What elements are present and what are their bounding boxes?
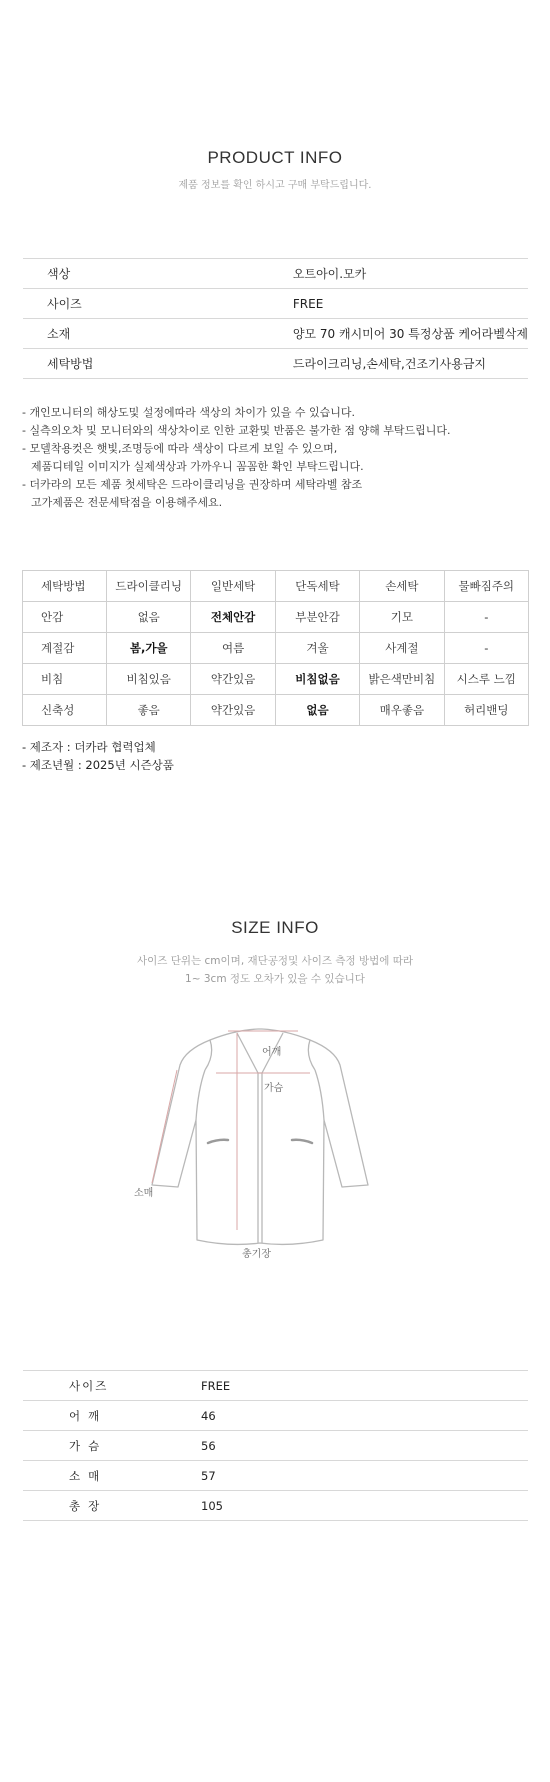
care-row-sheerness	[23, 664, 529, 695]
care-row-lining	[23, 602, 529, 633]
care-cell-selected: 봄,가을	[107, 633, 191, 664]
info-label: 세탁방법	[23, 349, 293, 379]
measure-lines	[152, 1031, 310, 1230]
info-label: 색상	[23, 259, 293, 289]
size-info-subtitle-line1: 사이즈 단위는 cm이며, 재단공정및 사이즈 측정 방법에 따라	[137, 955, 413, 967]
info-row-washing	[23, 349, 528, 379]
care-cell-selected: 없음	[275, 695, 359, 726]
size-row	[23, 1371, 528, 1401]
size-row	[23, 1491, 528, 1521]
notice-item: 고가제품은 전문세탁점을 이용해주세요.	[31, 496, 223, 509]
notice-item: - 실측의오차 및 모니터와의 색상차이로 인한 교환및 반품은 불가한 점 양해 부탁드립니다.	[22, 424, 451, 437]
size-table	[23, 1370, 528, 1521]
size-value: 105	[201, 1491, 528, 1521]
care-cell-selected: 전체안감	[191, 602, 275, 633]
size-row	[23, 1431, 528, 1461]
care-cell: 사계절	[360, 633, 444, 664]
care-table-header	[23, 571, 529, 602]
info-value: 드라이크리닝,손세탁,건조기사용금지	[293, 349, 528, 379]
product-info-title: PRODUCT INFO	[207, 148, 343, 167]
manufacturer-text: - 제조자 : 더카라 협력업체	[22, 740, 156, 754]
care-cell: 겨울	[275, 633, 359, 664]
care-cell: -	[444, 633, 528, 664]
care-row-label: 안감	[23, 602, 107, 633]
size-value: 57	[201, 1461, 528, 1491]
size-value: 56	[201, 1431, 528, 1461]
size-label: 어깨	[23, 1401, 201, 1431]
manufacture-date-text: - 제조년월 : 2025년 시즌상품	[22, 758, 174, 772]
care-feature-table	[22, 570, 529, 726]
sleeve-label: 소매	[134, 1188, 154, 1199]
chest-label: 가슴	[264, 1083, 284, 1094]
care-cell: 비침있음	[107, 664, 191, 695]
product-info-subtitle: 제품 정보를 확인 하시고 구매 부탁드립니다.	[178, 180, 372, 191]
care-header-cell: 드라이클리닝	[107, 571, 191, 602]
manufacturer-info	[22, 738, 174, 774]
care-cell: -	[444, 602, 528, 633]
size-label: 사이즈	[23, 1371, 201, 1401]
size-label: 소매	[23, 1461, 201, 1491]
info-value: 오트아이.모카	[293, 259, 528, 289]
care-cell: 기모	[360, 602, 444, 633]
care-header-cell: 단독세탁	[275, 571, 359, 602]
care-header-cell: 세탁방법	[23, 571, 107, 602]
care-row-label: 신축성	[23, 695, 107, 726]
care-cell-selected: 비침없음	[275, 664, 359, 695]
info-value: 양모 70 캐시미어 30 특정상품 케어라벨삭제	[293, 319, 528, 349]
info-label: 사이즈	[23, 289, 293, 319]
notice-list	[22, 404, 450, 512]
length-label: 총기장	[242, 1249, 271, 1260]
care-cell: 매우좋음	[360, 695, 444, 726]
care-header-cell: 물빠짐주의	[444, 571, 528, 602]
care-cell: 시스루 느낌	[444, 664, 528, 695]
care-row-stretch	[23, 695, 529, 726]
notice-item: - 더카라의 모든 제품 첫세탁은 드라이클리닝을 권장하며 세탁라벨 참조	[22, 478, 363, 491]
notice-item: - 모델착용컷은 햇빛,조명등에 따라 색상이 다르게 보일 수 있으며,	[22, 442, 338, 455]
care-row-label: 계절감	[23, 633, 107, 664]
size-value: FREE	[201, 1371, 528, 1401]
care-cell: 허리밴딩	[444, 695, 528, 726]
care-cell: 약간있음	[191, 695, 275, 726]
size-info-subtitle-line2: 1~ 3cm 정도 오차가 있을 수 있습니다	[185, 973, 365, 985]
notice-item: - 개인모니터의 해상도및 설정에따라 색상의 차이가 있을 수 있습니다.	[22, 406, 355, 419]
size-row	[23, 1401, 528, 1431]
care-cell: 부분안감	[275, 602, 359, 633]
size-row	[23, 1461, 528, 1491]
product-info-table	[23, 258, 528, 379]
care-cell: 좋음	[107, 695, 191, 726]
care-cell: 약간있음	[191, 664, 275, 695]
info-label: 소재	[23, 319, 293, 349]
info-row-material	[23, 319, 528, 349]
info-row-size	[23, 289, 528, 319]
size-label: 가슴	[23, 1431, 201, 1461]
care-cell: 밝은색만비침	[360, 664, 444, 695]
shoulder-label: 어깨	[262, 1047, 282, 1058]
care-cell: 없음	[107, 602, 191, 633]
info-value: FREE	[293, 289, 528, 319]
info-row-color	[23, 259, 528, 289]
care-header-cell: 손세탁	[360, 571, 444, 602]
care-row-label: 비침	[23, 664, 107, 695]
care-header-cell: 일반세탁	[191, 571, 275, 602]
size-label: 총장	[23, 1491, 201, 1521]
cardigan-outline-icon	[152, 1029, 368, 1244]
care-cell: 여름	[191, 633, 275, 664]
pocket-icon	[208, 1140, 312, 1143]
size-info-title: SIZE INFO	[231, 918, 319, 937]
notice-item: 제품디테일 이미지가 실제색상과 가까우니 꼼꼼한 확인 부탁드립니다.	[31, 460, 364, 473]
garment-measure-diagram	[134, 1015, 380, 1260]
size-value: 46	[201, 1401, 528, 1431]
care-row-season	[23, 633, 529, 664]
